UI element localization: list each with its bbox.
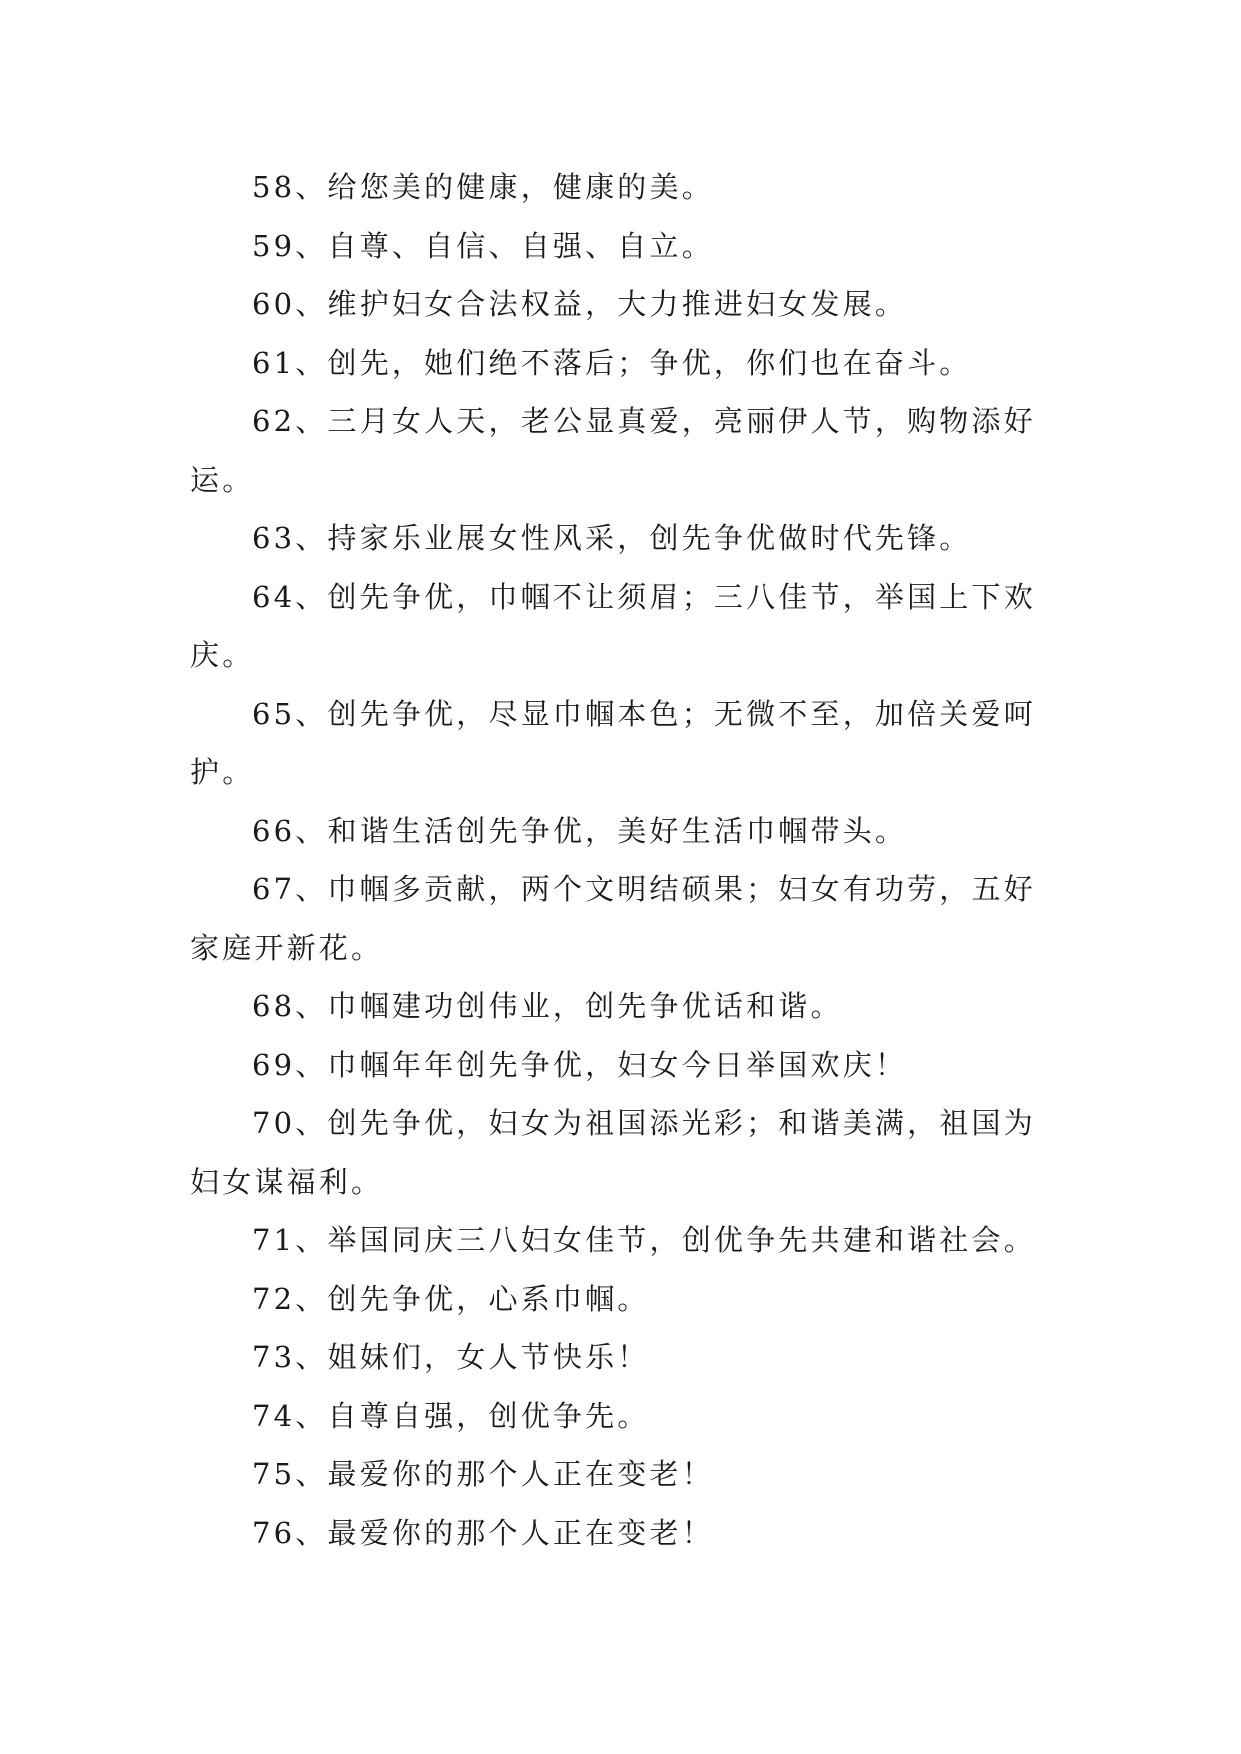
- paragraph-64: 64、创先争优，巾帼不让须眉；三八佳节，举国上下欢庆。: [190, 579, 1036, 672]
- paragraph-63: 63、持家乐业展女性风采，创先争优做时代先锋。: [252, 521, 972, 555]
- paragraph-65: 65、创先争优，尽显巾帼本色；无微不至，加倍关爱呵护。: [190, 696, 1036, 789]
- paragraph-62: 62、三月女人天，老公显真爱，亮丽伊人节，购物添好运。: [190, 404, 1036, 497]
- paragraph-74: 74、自尊自强，创优争先。: [252, 1398, 650, 1433]
- paragraph-61: 61、创先，她们绝不落后；争优，你们也在奋斗。: [252, 345, 972, 380]
- paragraph-60: 60、维护妇女合法权益，大力推进妇女发展。: [252, 287, 908, 321]
- paragraph-75: 75、最爱你的那个人正在变老！: [252, 1457, 714, 1491]
- paragraph-69: 69、巾帼年年创先争优，妇女今日举国欢庆！: [252, 1047, 908, 1082]
- paragraph-58: 58、给您美的健康，健康的美。: [252, 170, 714, 204]
- paragraph-73: 73、姐妹们，女人节快乐！: [252, 1340, 650, 1374]
- paragraph-72: 72、创先争优，心系巾帼。: [252, 1281, 650, 1316]
- paragraph-70: 70、创先争优，妇女为祖国添光彩；和谐美满，祖国为妇女谋福利。: [190, 1106, 1036, 1199]
- paragraph-59: 59、自尊、自信、自强、自立。: [252, 228, 714, 263]
- paragraph-71: 71、举国同庆三八妇女佳节，创优争先共建和谐社会。: [252, 1223, 1036, 1257]
- paragraph-67: 67、巾帼多贡献，两个文明结硕果；妇女有功劳，五好家庭开新花。: [190, 872, 1036, 965]
- paragraph-68: 68、巾帼建功创伟业，创先争优话和谐。: [252, 989, 843, 1023]
- paragraph-76: 76、最爱你的那个人正在变老！: [252, 1515, 714, 1550]
- document-body: [190, 158, 1060, 1562]
- paragraph-66: 66、和谐生活创先争优，美好生活巾帼带头。: [252, 813, 908, 848]
